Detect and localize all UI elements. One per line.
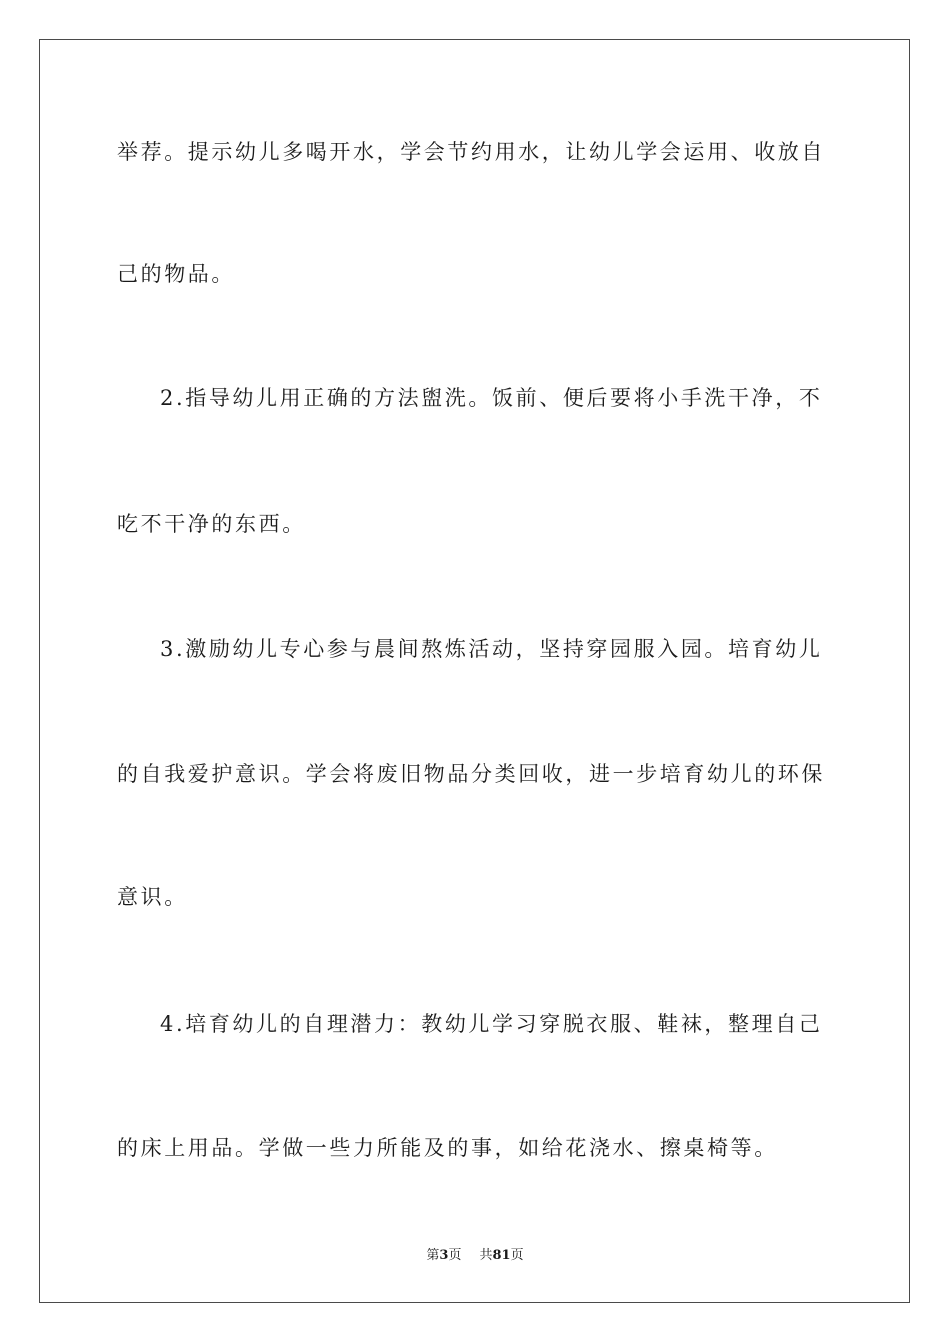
body-line-9: 的床上用品。学做一些力所能及的事，如给花浇水、擦桌椅等。: [117, 1136, 778, 1160]
body-line-6: 的自我爱护意识。学会将废旧物品分类回收，进一步培育幼儿的环保: [117, 762, 825, 786]
body-line-1: 举荐。提示幼儿多喝开水，学会节约用水，让幼儿学会运用、收放自: [117, 140, 825, 164]
footer-total-prefix: 共: [479, 1248, 493, 1263]
body-line-2: 己的物品。: [117, 262, 235, 286]
footer-page-prefix: 第: [426, 1248, 440, 1263]
body-line-5: 3.激励幼儿专心参与晨间熬炼活动，坚持穿园服入园。培育幼儿: [160, 637, 823, 661]
body-line-3: 2.指导幼儿用正确的方法盥洗。饭前、便后要将小手洗干净，不: [160, 386, 823, 410]
footer-total-pages: 81: [492, 1248, 511, 1263]
page-border: [39, 39, 910, 1303]
footer-page-number: 3: [439, 1248, 449, 1263]
body-line-8: 4.培育幼儿的自理潜力：教幼儿学习穿脱衣服、鞋袜，整理自己: [160, 1012, 823, 1036]
body-line-7: 意识。: [117, 885, 188, 909]
footer-page-suffix: 页: [448, 1248, 462, 1263]
footer-total-suffix: 页: [510, 1248, 524, 1263]
page-footer: [0, 1247, 950, 1265]
body-line-4: 吃不干净的东西。: [117, 512, 306, 536]
